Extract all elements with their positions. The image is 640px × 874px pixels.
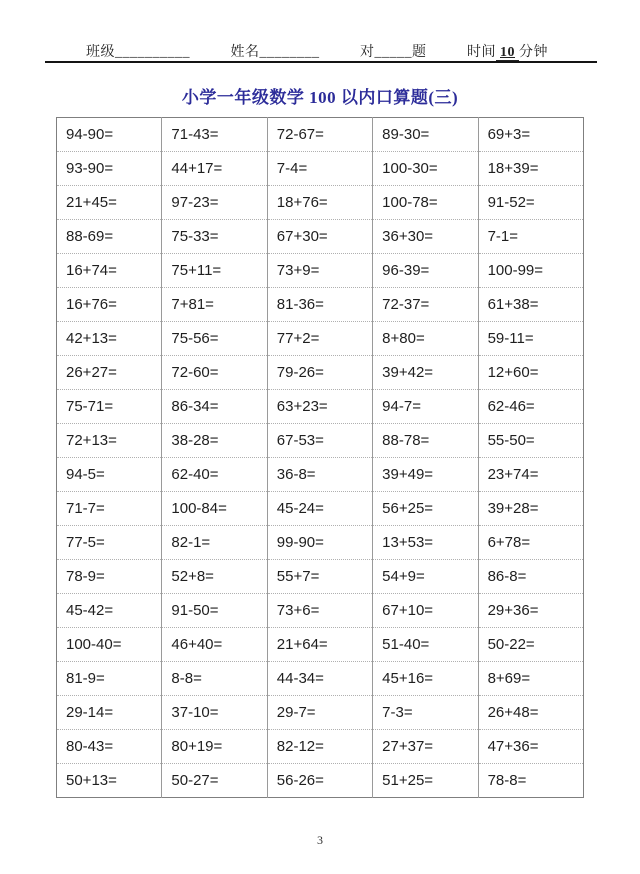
problem-cell: 44+17=: [162, 152, 267, 186]
problem-cell: 39+49=: [373, 458, 478, 492]
table-row: [57, 458, 584, 492]
problem-cell: 47+36=: [478, 730, 583, 764]
problem-cell: 77+2=: [267, 322, 372, 356]
table-row: [57, 186, 584, 220]
problem-cell: 16+76=: [57, 288, 162, 322]
problem-cell: 36-8=: [267, 458, 372, 492]
problem-cell: 100-30=: [373, 152, 478, 186]
table-row: [57, 594, 584, 628]
problem-cell: 91-50=: [162, 594, 267, 628]
problem-cell: 96-39=: [373, 254, 478, 288]
time-value: 10: [496, 45, 519, 61]
problem-cell: 45-42=: [57, 594, 162, 628]
problem-cell: 89-30=: [373, 118, 478, 152]
problem-cell: 39+28=: [478, 492, 583, 526]
problem-cell: 72+13=: [57, 424, 162, 458]
problem-cell: 72-37=: [373, 288, 478, 322]
problem-cell: 69+3=: [478, 118, 583, 152]
table-row: [57, 662, 584, 696]
problem-cell: 77-5=: [57, 526, 162, 560]
problem-cell: 55+7=: [267, 560, 372, 594]
problem-cell: 71-43=: [162, 118, 267, 152]
problem-cell: 63+23=: [267, 390, 372, 424]
table-row: [57, 220, 584, 254]
table-row: [57, 764, 584, 798]
problem-cell: 91-52=: [478, 186, 583, 220]
problem-cell: 8-8=: [162, 662, 267, 696]
problem-cell: 81-9=: [57, 662, 162, 696]
table-row: [57, 322, 584, 356]
time-unit: 分钟: [519, 45, 548, 60]
table-row: [57, 696, 584, 730]
problem-cell: 6+78=: [478, 526, 583, 560]
table-row: [57, 424, 584, 458]
problem-cell: 62-40=: [162, 458, 267, 492]
table-row: [57, 118, 584, 152]
problem-cell: 18+39=: [478, 152, 583, 186]
name-field: 姓名________: [230, 45, 320, 60]
problem-cell: 21+64=: [267, 628, 372, 662]
table-row: [57, 288, 584, 322]
problem-cell: 61+38=: [478, 288, 583, 322]
problem-cell: 39+42=: [373, 356, 478, 390]
problem-cell: 79-26=: [267, 356, 372, 390]
problem-cell: 86-8=: [478, 560, 583, 594]
worksheet-header: [86, 41, 548, 61]
problem-cell: 94-5=: [57, 458, 162, 492]
problem-cell: 8+69=: [478, 662, 583, 696]
table-row: [57, 730, 584, 764]
class-field: 班级__________: [86, 45, 190, 60]
problem-cell: 88-78=: [373, 424, 478, 458]
table-row: [57, 560, 584, 594]
problem-cell: 80-43=: [57, 730, 162, 764]
problem-cell: 45+16=: [373, 662, 478, 696]
problem-cell: 75-56=: [162, 322, 267, 356]
problem-cell: 54+9=: [373, 560, 478, 594]
problem-cell: 7+81=: [162, 288, 267, 322]
page-title: 小学一年级数学 100 以内口算题(三): [181, 88, 459, 107]
problem-cell: 51+25=: [373, 764, 478, 798]
problem-cell: 36+30=: [373, 220, 478, 254]
table-row: [57, 254, 584, 288]
problem-cell: 75+11=: [162, 254, 267, 288]
problems-table-body: [57, 118, 584, 798]
problem-cell: 12+60=: [478, 356, 583, 390]
problem-cell: 50+13=: [57, 764, 162, 798]
problem-cell: 29+36=: [478, 594, 583, 628]
table-row: [57, 390, 584, 424]
problem-cell: 50-27=: [162, 764, 267, 798]
table-row: [57, 152, 584, 186]
problem-cell: 18+76=: [267, 186, 372, 220]
header-divider: [45, 61, 597, 63]
problem-cell: 45-24=: [267, 492, 372, 526]
problem-cell: 67+30=: [267, 220, 372, 254]
table-row: [57, 356, 584, 390]
correct-count-field: 对_____题: [360, 45, 427, 60]
problem-cell: 67+10=: [373, 594, 478, 628]
problem-cell: 51-40=: [373, 628, 478, 662]
time-field: [467, 41, 548, 61]
time-label: 时间: [467, 45, 496, 60]
problem-cell: 99-90=: [267, 526, 372, 560]
problem-cell: 100-84=: [162, 492, 267, 526]
problem-cell: 94-7=: [373, 390, 478, 424]
problem-cell: 72-60=: [162, 356, 267, 390]
problems-table: [56, 117, 584, 798]
problem-cell: 73+6=: [267, 594, 372, 628]
table-row: [57, 628, 584, 662]
problem-cell: 7-1=: [478, 220, 583, 254]
problem-cell: 29-7=: [267, 696, 372, 730]
problem-cell: 56+25=: [373, 492, 478, 526]
problem-cell: 16+74=: [57, 254, 162, 288]
problem-cell: 26+48=: [478, 696, 583, 730]
problem-cell: 27+37=: [373, 730, 478, 764]
problem-cell: 21+45=: [57, 186, 162, 220]
problem-cell: 97-23=: [162, 186, 267, 220]
problem-cell: 80+19=: [162, 730, 267, 764]
problem-cell: 44-34=: [267, 662, 372, 696]
problem-cell: 82-1=: [162, 526, 267, 560]
problem-cell: 56-26=: [267, 764, 372, 798]
problem-cell: 38-28=: [162, 424, 267, 458]
table-row: [57, 526, 584, 560]
problem-cell: 86-34=: [162, 390, 267, 424]
problem-cell: 50-22=: [478, 628, 583, 662]
problem-cell: 59-11=: [478, 322, 583, 356]
problem-cell: 52+8=: [162, 560, 267, 594]
page-number: 3: [317, 833, 323, 847]
problem-cell: 26+27=: [57, 356, 162, 390]
problem-cell: 7-4=: [267, 152, 372, 186]
problem-cell: 78-8=: [478, 764, 583, 798]
problem-cell: 23+74=: [478, 458, 583, 492]
problem-cell: 46+40=: [162, 628, 267, 662]
problem-cell: 72-67=: [267, 118, 372, 152]
problem-cell: 100-40=: [57, 628, 162, 662]
problem-cell: 55-50=: [478, 424, 583, 458]
problem-cell: 100-99=: [478, 254, 583, 288]
problem-cell: 29-14=: [57, 696, 162, 730]
problem-cell: 81-36=: [267, 288, 372, 322]
problem-cell: 82-12=: [267, 730, 372, 764]
problem-cell: 13+53=: [373, 526, 478, 560]
problem-cell: 93-90=: [57, 152, 162, 186]
problem-cell: 75-71=: [57, 390, 162, 424]
problem-cell: 37-10=: [162, 696, 267, 730]
problem-cell: 73+9=: [267, 254, 372, 288]
problem-cell: 75-33=: [162, 220, 267, 254]
problem-cell: 78-9=: [57, 560, 162, 594]
problem-cell: 42+13=: [57, 322, 162, 356]
problem-cell: 88-69=: [57, 220, 162, 254]
problem-cell: 8+80=: [373, 322, 478, 356]
table-row: [57, 492, 584, 526]
problem-cell: 100-78=: [373, 186, 478, 220]
problem-cell: 67-53=: [267, 424, 372, 458]
problem-cell: 62-46=: [478, 390, 583, 424]
problem-cell: 7-3=: [373, 696, 478, 730]
problem-cell: 71-7=: [57, 492, 162, 526]
problem-cell: 94-90=: [66, 126, 114, 143]
